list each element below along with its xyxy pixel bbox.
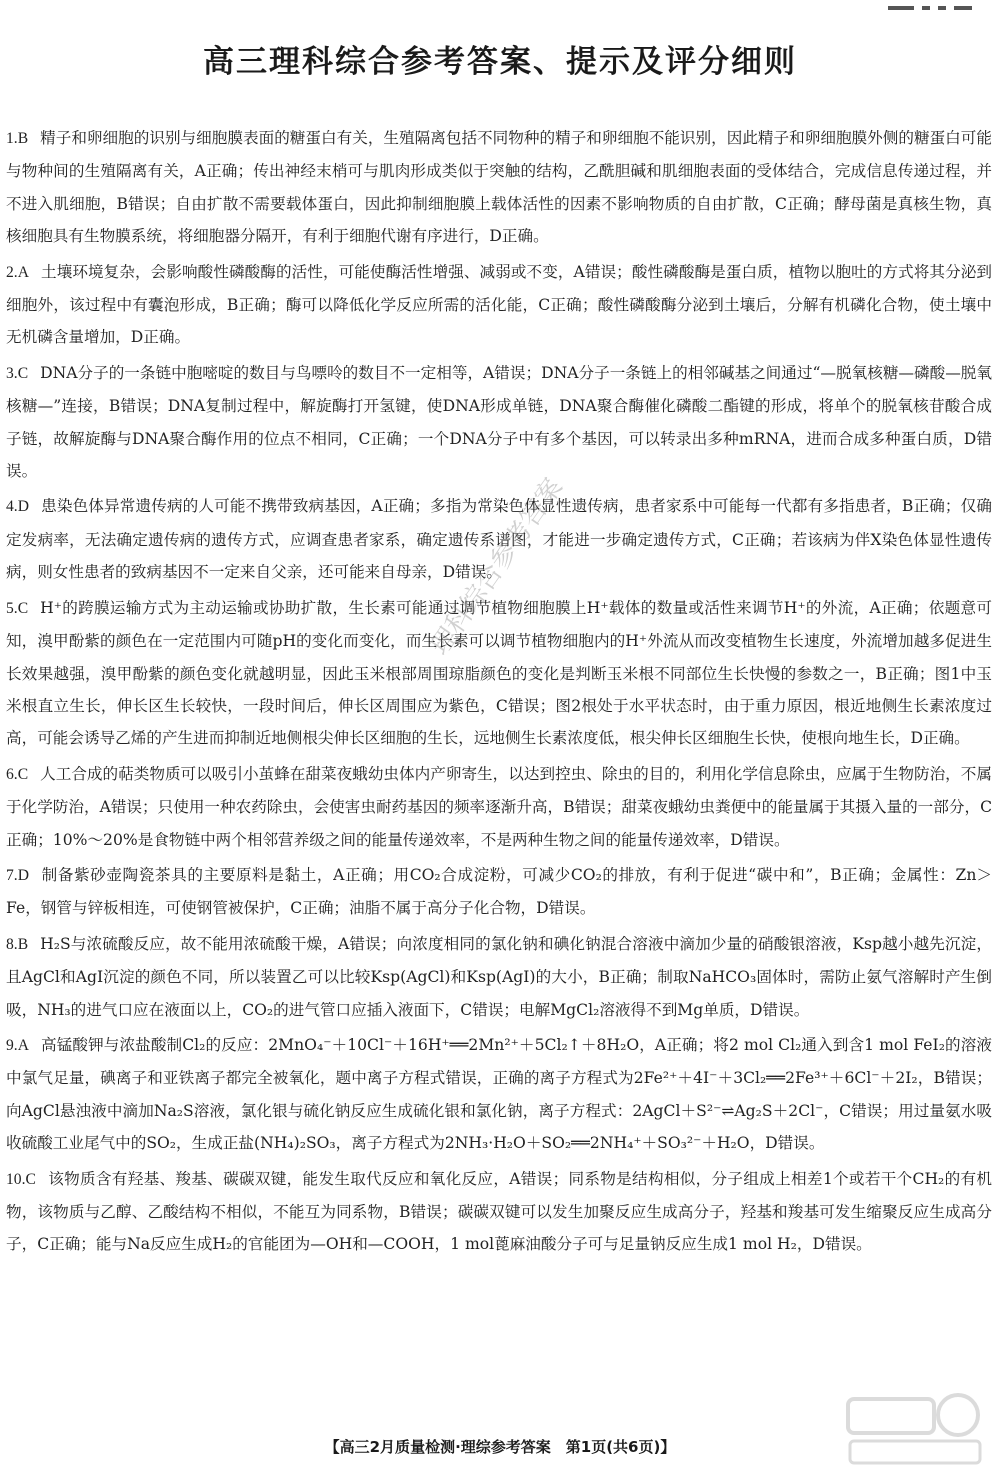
question-number: 2. [6,263,18,281]
answer-choice: C [17,599,29,617]
answer-list [6,122,992,1264]
answer-item [6,758,992,856]
question-number: 4. [6,498,18,516]
answer-explanation: 精子和卵细胞的识别与细胞膜表面的糖蛋白有关，生殖隔离包括不同物种的精子和卵细胞不能识别，因此精子和卵细胞膜外侧的糖蛋白可能与物种间的生殖隔离有关，A正确；传出神经末梢可与肌肉形成类似于突触的结构，乙酰胆碱和肌细胞表面的受体结合，完成信息传递过程，并不进入肌细胞，B错误；自由扩散不需要载体蛋白，因此抑制细胞膜上载体活性的因素不影响物质的自由扩散，C正确；酵母菌是真核生物，真核细胞具有生物膜系统，将细胞器分隔开，有利于细胞代谢有序进行，D正确。 [6,129,992,246]
answer-explanation: 土壤环境复杂，会影响酸性磷酸酶的活性，可能使酶活性增强、减弱或不变，A错误；酸性磷酸酶是蛋白质，植物以胞吐的方式将其分泌到细胞外，该过程中有囊泡形成，B正确；酶可以降低化学反应所需的活化能，C正确；酸性磷酸酶分泌到土壤后，分解有机磷化合物，使土壤中无机磷含量增加，D正确。 [6,262,992,347]
answer-explanation: H⁺的跨膜运输方式为主动运输或协助扩散，生长素可能通过调节植物细胞膜上H⁺载体的数量或活性来调节H⁺的外流，A正确；依题意可知，溴甲酚紫的颜色在一定范围内可随pH的变化而变化，而生长素可以调节植物细胞内的H⁺外流从而改变植物生长速度，外流增加越多促进生长效果越强，溴甲酚紫的颜色变化就越明显，因此玉米根部周围琼脂颜色的变化是判断玉米根不同部位生长快慢的参数之一，B正确；图1中玉米根直立生长，伸长区生长较快，一段时间后，伸长区周围应为紫色，C错误；图2根处于水平状态时，由于重力原因，根近地侧生长素浓度过高，可能会诱导乙烯的产生进而抑制近地侧根尖伸长区细胞的生长，远地侧生长素浓度低，根尖伸长区细胞生长快，使根向地生长，D正确。 [6,598,992,748]
question-number: 7. [6,866,18,884]
answer-explanation: 人工合成的萜类物质可以吸引小茧蜂在甜菜夜蛾幼虫体内产卵寄生，以达到控虫、除虫的目的，利用化学信息除虫，应属于生物防治，不属于化学防治，A错误；只使用一种农药除虫，会使害虫耐药基因的频率逐渐升高，B错误；甜菜夜蛾幼虫粪便中的能量属于其摄入量的一部分，C正确；10%～20%是食物链中两个相邻营养级之间的能量传递效率，不是两种生物之间的能量传递效率，D错误。 [6,764,992,849]
answer-item [6,256,992,354]
question-number: 10. [6,1170,26,1188]
answer-choice: D [17,866,29,884]
answer-explanation: 该物质含有羟基、羧基、碳碳双键，能发生取代反应和氧化反应，A错误；同系物是结构相似，分子组成上相差1个或若干个CH₂的有机物，该物质与乙醇、乙酸结构不相似，不能互为同系物，B错误；碳碳双键可以发生加聚反应生成高分子，羟基和羧基可发生缩聚反应生成高分子，C正确；能与Na反应生成H₂的官能团为—OH和—COOH，1 mol蓖麻油酸分子可与足量钠反应生成1 mol H₂，D错误。 [6,1169,992,1254]
answer-choice: C [17,364,29,382]
scan-marks [888,6,972,10]
answer-item [6,928,992,1026]
answer-explanation: H₂S与浓硫酸反应，故不能用浓硫酸干燥，A错误；向浓度相同的氯化钠和碘化钠混合溶液中滴加少量的硝酸银溶液，Ksp越小越先沉淀，且AgCl和AgI沉淀的颜色不同，所以装置乙可以比较Ksp(AgCl)和Ksp(AgI)的大小，B正确；制取NaHCO₃固体时，需防止氨气溶解时产生倒吸，NH₃的进气口应在液面以上，CO₂的进气管口应插入液面下，C错误；电解MgCl₂溶液得不到Mg单质，D错误。 [6,934,992,1019]
question-number: 8. [6,935,18,953]
answer-item [6,122,992,253]
answer-item [6,357,992,488]
answer-item [6,859,992,925]
question-number: 3. [6,364,18,382]
answer-item [6,1163,992,1261]
answer-choice: C [17,765,29,783]
question-number: 6. [6,765,18,783]
answer-choice: D [17,498,29,516]
page-footer: 【高三2月质量检测·理综参考答案 第1页(共6页)】 [324,1438,676,1456]
answer-explanation: 制备紫砂壶陶瓷茶具的主要原料是黏土，A正确；用CO₂合成淀粉，可减少CO₂的排放，有利于促进“碳中和”，B正确；金属性：Zn＞Fe，钢管与锌板相连，可使钢管被保护，C正确；油脂不属于高分子化合物，D错误。 [6,865,992,918]
answer-item [6,1029,992,1160]
watermark: 理科综合参考答案 [424,473,569,661]
answer-explanation: DNA分子的一条链中胞嘧啶的数目与鸟嘌呤的数目不一定相等，A错误；DNA分子一条链上的相邻碱基之间通过“—脱氧核糖—磷酸—脱氧核糖—”连接，B错误；DNA复制过程中，解旋酶打开氢键，使DNA形成单链，DNA聚合酶催化磷酸二酯键的形成，将单个的脱氧核苷酸合成子链，故解旋酶与DNA聚合酶作用的位点不相同，C正确；一个DNA分子中有多个基因，可以转录出多种mRNA，进而合成多种蛋白质，D错误。 [6,363,992,481]
answer-item [6,592,992,755]
answer-choice: A [17,1036,29,1054]
page-title: 高三理科综合参考答案、提示及评分细则 [203,44,797,80]
answer-choice: B [17,935,29,953]
answer-explanation: 患染色体异常遗传病的人可能不携带致病基因，A正确；多指为常染色体显性遗传病，患者家系中可能每一代都有多指患者，B正确；仅确定发病率，无法确定遗传病的遗传方式，应调查患者家系，确定遗传系谱图，才能进一步确定遗传方式，C正确；若该病为伴X染色体显性遗传病，则女性患者的致病基因不一定来自父亲，还可能来自母亲，D错误。 [6,497,992,582]
site-logo-icon [840,1389,990,1469]
answer-choice: B [17,130,29,147]
answer-choice: A [17,263,29,281]
question-number: 1. [6,130,18,147]
question-number: 9. [6,1036,18,1054]
answer-choice: C [25,1170,36,1188]
answer-explanation: 高锰酸钾与浓盐酸制Cl₂的反应：2MnO₄⁻＋10Cl⁻＋16H⁺══2Mn²⁺＋5Cl₂↑＋8H₂O，A正确；将2 mol Cl₂通入到含1 mol FeI₂的溶液中氯气足量，碘离子和亚铁离子都完全被氧化，题中离子方程式错误，正确的离子方程式为2Fe²⁺＋4I⁻＋3Cl₂══2Fe³⁺＋6Cl⁻＋2I₂，B错误；向AgCl悬浊液中滴加Na₂S溶液，氯化银与硫化钠反应生成硫化银和氯化钠，离子方程式：2AgCl＋S²⁻⇌Ag₂S＋2Cl⁻，C错误；用过量氨水吸收硫酸工业尾气中的SO₂，生成正盐(NH₄)₂SO₃，离子方程式为2NH₃·H₂O＋SO₂══2NH₄⁺＋SO₃²⁻＋H₂O，D错误。 [6,1035,992,1153]
question-number: 5. [6,599,18,617]
